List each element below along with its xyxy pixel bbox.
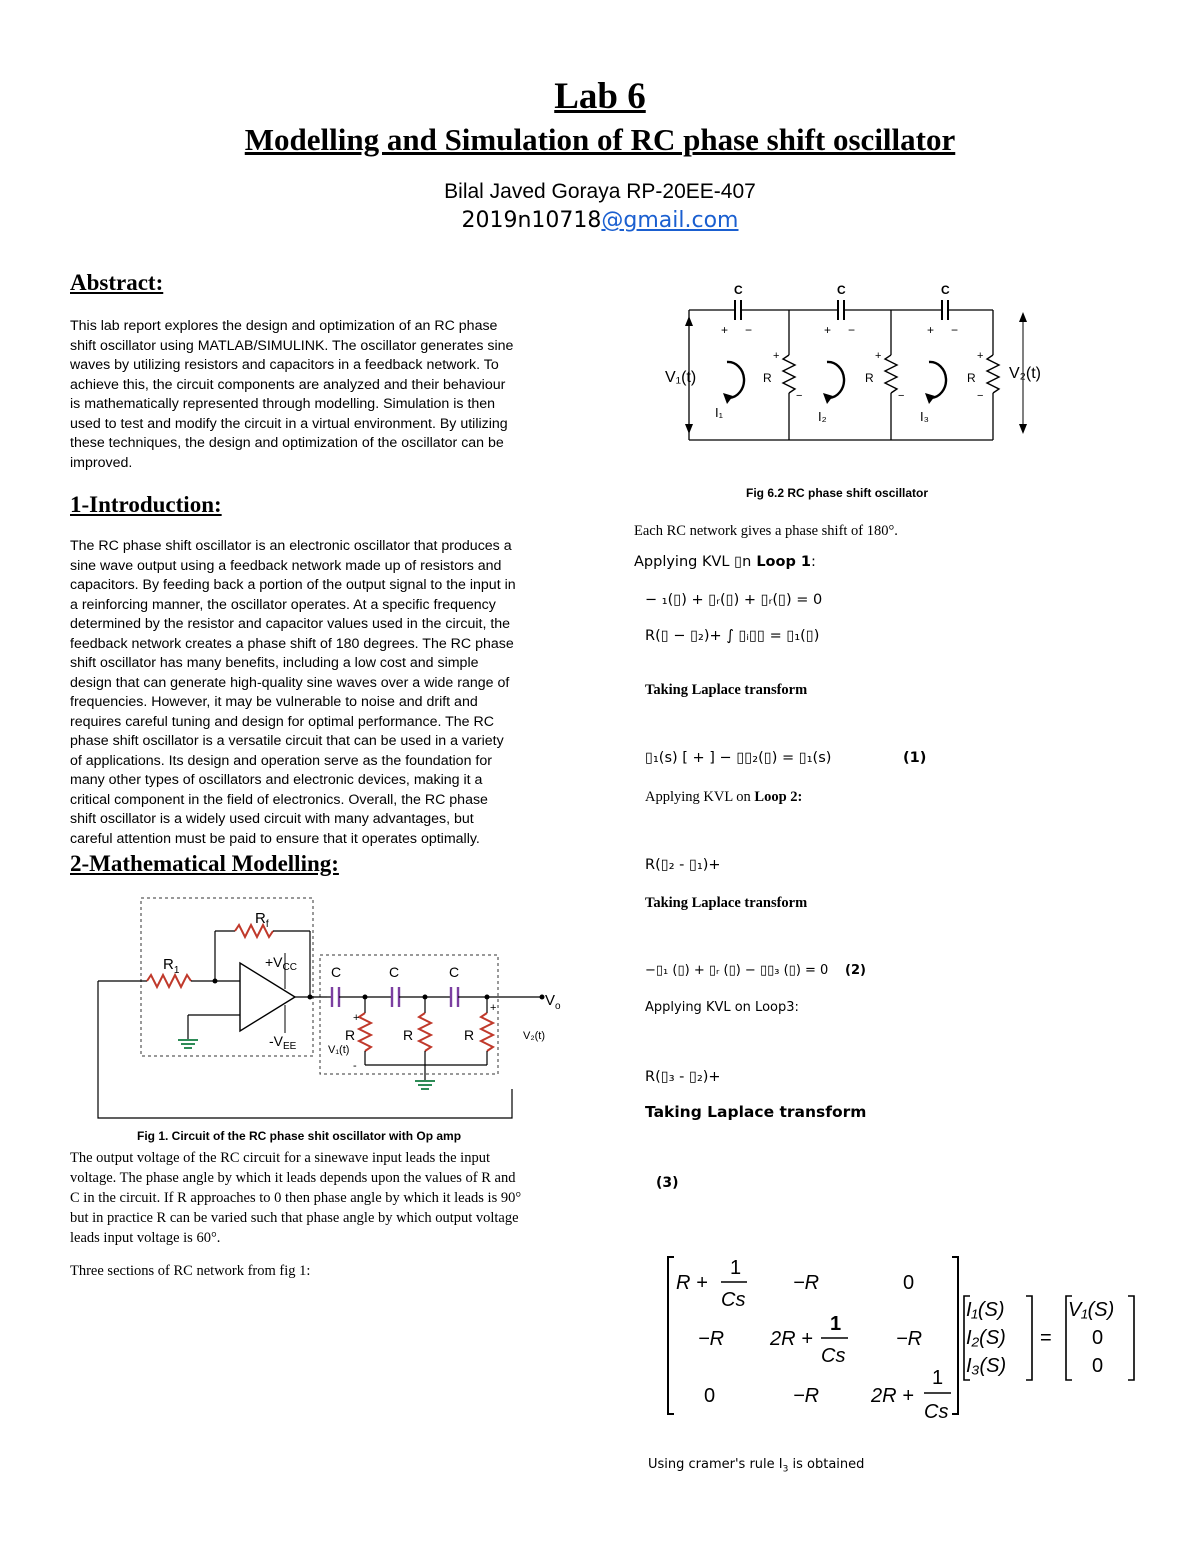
- matrix-r3c2: −R: [793, 1385, 820, 1407]
- opamp-oscillator-circuit: [95, 893, 575, 1123]
- matrix-r2c2-prefix: 2R +: [770, 1328, 813, 1350]
- abstract-line: shift oscillator using MATLAB/SIMULINK. The oscillator generates sine: [70, 337, 514, 354]
- phase-shift-note: Each RC network gives a phase shift of 180°.: [634, 523, 898, 539]
- modelling-heading: 2-Mathematical Modelling:: [70, 851, 339, 876]
- phase-explanation: [70, 1148, 590, 1248]
- author-line: Bilal Javed Goraya RP-20EE-407: [444, 180, 756, 203]
- cap-label-3: C: [449, 964, 460, 980]
- matrix-equals: =: [1040, 1327, 1052, 1349]
- kvl-loop1-heading: Applying KVL ▯n Loop 1:: [634, 554, 816, 570]
- equation-loop1-integral: R(▯ − ▯₂)+ ∫ ▯ᵢ▯▯ = ▯₁(▯): [645, 628, 820, 644]
- introduction-body: [70, 537, 590, 849]
- fig62-r-plus-3: +: [977, 350, 984, 362]
- res-label-2: R: [403, 1027, 414, 1043]
- fig62-i1-label: I₁: [715, 405, 723, 420]
- fig62-plus-3: +: [927, 323, 935, 337]
- v2-plus: +: [490, 1002, 497, 1014]
- fig62-c-label-3: C: [941, 283, 950, 297]
- fig1-caption: Fig 1. Circuit of the RC phase shit oscillator with Op amp: [137, 1129, 462, 1143]
- abstract-body: [70, 317, 590, 473]
- fig62-r-label-1: R: [763, 371, 772, 385]
- intro-line: requires careful tuning and design for optimal performance. The RC: [70, 713, 495, 730]
- v1-plus: +: [353, 1012, 360, 1024]
- abstract-line: is mathematically represented through modelling. Simulation is then: [70, 396, 496, 412]
- email-user: 2019n10718: [461, 208, 602, 233]
- intro-line: The RC phase shift oscillator is an electronic oscillator that produces a: [70, 538, 512, 554]
- matrix-r1c1-prefix: R +: [676, 1272, 708, 1294]
- abstract-line: achieve this, the circuit components are analyzed and their behaviour: [70, 376, 506, 393]
- abstract-line: these techniques, the design and optimization of the oscillator can be: [70, 435, 504, 451]
- cramer-note: Using cramer's rule $I_3$ is obtained: [648, 1457, 865, 1475]
- intro-line: determined by the resistor and capacitor values used in the circuit, the: [70, 616, 511, 632]
- cap-label-1: C: [331, 964, 342, 980]
- abstract-line: waves by utilizing resistors and capacitors in a feedback network. To: [70, 357, 499, 373]
- fig62-v1-label: V₁(t): [665, 369, 697, 386]
- fig62-plus-2: +: [824, 323, 832, 337]
- matrix-r1c2: −R: [793, 1272, 820, 1294]
- fig62-minus-2: −: [848, 323, 856, 337]
- abstract-heading: Abstract:: [70, 270, 164, 295]
- abstract-line: This lab report explores the design and optimization of an RC phase: [70, 318, 498, 334]
- fig62-r-minus-3: −: [977, 390, 984, 402]
- phase-line: but in practice R can be varied such that phase angle by which output voltage: [70, 1210, 519, 1226]
- vo-label: $V_o$: [545, 992, 561, 1012]
- res-label-1: R: [345, 1027, 356, 1043]
- equation-3-number: (3): [656, 1175, 679, 1191]
- vee-label: $-V_{EE}$: [269, 1033, 297, 1052]
- matrix-r3c3-den: Cs: [924, 1401, 949, 1422]
- v2-label: V₂(t): [523, 1030, 545, 1042]
- fig62-r-plus-1: +: [773, 350, 780, 362]
- intro-line: shift oscillator has many benefits, including a low cost and simple: [70, 655, 479, 671]
- res-label-3: R: [464, 1027, 475, 1043]
- kvl-loop3-heading: Applying KVL on Loop3:: [645, 1000, 799, 1015]
- intro-line: careful attention must be paid to ensure that it operates optimally.: [70, 830, 480, 847]
- laplace-heading-3: Taking Laplace transform: [645, 1103, 867, 1121]
- matrix-r2c3: −R: [896, 1328, 923, 1350]
- matrix-r2c2-den: Cs: [821, 1345, 846, 1367]
- introduction-heading: 1-Introduction:: [70, 492, 222, 517]
- fig62-r-minus-1: −: [796, 390, 803, 402]
- fig62-plus-1: +: [721, 323, 729, 337]
- email-line: [0, 208, 1200, 233]
- intro-line: frequencies. However, it may be vulnerable to noise and drift and: [70, 694, 478, 710]
- paper-subtitle: Modelling and Simulation of RC phase shift oscillator: [244, 122, 956, 157]
- fig62-r-minus-2: −: [898, 390, 905, 402]
- fig62-r-label-2: R: [865, 371, 874, 385]
- email-link[interactable]: @gmail.com: [601, 208, 739, 233]
- intro-line: a reinforcing manner, the oscillator operates. At a specific frequency: [70, 596, 496, 613]
- v1-label: V₁(t): [328, 1044, 350, 1056]
- fig62-r-plus-2: +: [875, 350, 882, 362]
- intro-line: sine wave output using a feedback network made up of resistors and: [70, 557, 502, 574]
- matrix-r2c2-num: 1: [830, 1313, 842, 1335]
- vector-i2: I₂(S): [966, 1327, 1006, 1349]
- laplace-heading-2: Taking Laplace transform: [645, 895, 808, 911]
- fig62-c-label-1: C: [734, 283, 743, 297]
- three-sections-note: Three sections of RC network from fig 1:: [70, 1263, 311, 1279]
- intro-line: design that can generate high-quality sine waves over a wide range of: [70, 674, 510, 691]
- matrix-r3c3-prefix: 2R +: [871, 1385, 914, 1407]
- vector-zero-2: 0: [1092, 1355, 1104, 1377]
- vector-i1: I₁(S): [966, 1299, 1005, 1321]
- fig62-caption: Fig 6.2 RC phase shift oscillator: [746, 486, 929, 500]
- cap-label-2: C: [389, 964, 400, 980]
- kvl-loop2-heading: Applying KVL on Loop 2:: [645, 789, 803, 805]
- intro-line: shift oscillator is a widely used circuit with many advantages, but: [70, 811, 474, 827]
- equation-loop1-time: − ₁(▯) + ▯ᵣ(▯) + ▯ᵣ(▯) = 0: [645, 592, 823, 608]
- intro-line: phase shift oscillator is a versatile circuit that can be used in a variety: [70, 733, 504, 749]
- matrix-r2c1: −R: [698, 1328, 725, 1350]
- vcc-label: $+V_{CC}$: [265, 954, 297, 973]
- intro-line: critical component in the field of electronics. Overall, the RC phase: [70, 791, 488, 808]
- equation-2: −▯₁ (▯) + ▯ᵣ (▯) − ▯▯₃ (▯) = 0: [645, 963, 829, 978]
- fig62-r-label-3: R: [967, 371, 976, 385]
- matrix-equation: [660, 1252, 1140, 1422]
- vector-zero-1: 0: [1092, 1327, 1104, 1349]
- fig62-c-label-2: C: [837, 283, 846, 297]
- rf-label: $R_f$: [255, 910, 269, 930]
- fig62-i2-label: I₂: [818, 409, 827, 424]
- equation-1: ▯₁(s) [ + ] − ▯▯₂(▯) = ▯₁(s): [645, 750, 832, 766]
- fig62-minus-3: −: [951, 323, 959, 337]
- vector-i3: I₃(S): [966, 1355, 1007, 1377]
- abstract-line: used to test and modify the circuit in a virtual environment. By utilizing: [70, 415, 508, 432]
- phase-line: The output voltage of the RC circuit for a sinewave input leads the input: [70, 1150, 490, 1166]
- fig62-minus-1: −: [745, 323, 753, 337]
- intro-line: capacitors. By feeding back a portion of the output signal to the input in: [70, 577, 516, 593]
- phase-line: C in the circuit. If R approaches to 0 then phase angle by which it leads is 90°: [70, 1190, 522, 1206]
- r1-label: $R_1$: [163, 956, 180, 976]
- v1-minus: -: [353, 1060, 357, 1072]
- lab-title: Lab 6: [554, 76, 646, 117]
- matrix-r1c3: 0: [903, 1272, 915, 1294]
- abstract-line: improved.: [70, 454, 133, 471]
- matrix-r3c1: 0: [704, 1385, 716, 1407]
- matrix-r1c1-num: 1: [730, 1257, 742, 1279]
- matrix-r3c3-num: 1: [932, 1367, 944, 1389]
- vector-v1: V₁(S): [1068, 1299, 1115, 1321]
- laplace-heading-1: Taking Laplace transform: [645, 682, 808, 698]
- intro-line: many other types of oscillators and electronic devices, making it a: [70, 772, 483, 788]
- phase-line: voltage. The phase angle by which it leads depends upon the values of R and: [70, 1170, 516, 1186]
- equation-loop3-time: R(▯₃ - ▯₂)+: [645, 1069, 721, 1085]
- matrix-r1c1-den: Cs: [721, 1289, 746, 1311]
- intro-line: of applications. Its design and operation serve as the foundation for: [70, 752, 492, 769]
- rc-network-circuit: [655, 280, 1075, 445]
- intro-line: feedback network creates a phase shift of 180 degrees. The RC phase: [70, 635, 514, 652]
- equation-2-number: (2): [845, 963, 866, 978]
- fig62-v2-label: V₂(t): [1009, 365, 1041, 382]
- equation-1-number: (1): [903, 750, 927, 766]
- equation-loop2-time: R(▯₂ - ▯₁)+: [645, 857, 721, 873]
- phase-line: leads input voltage is 60°.: [70, 1230, 221, 1246]
- fig62-i3-label: I₃: [920, 409, 929, 424]
